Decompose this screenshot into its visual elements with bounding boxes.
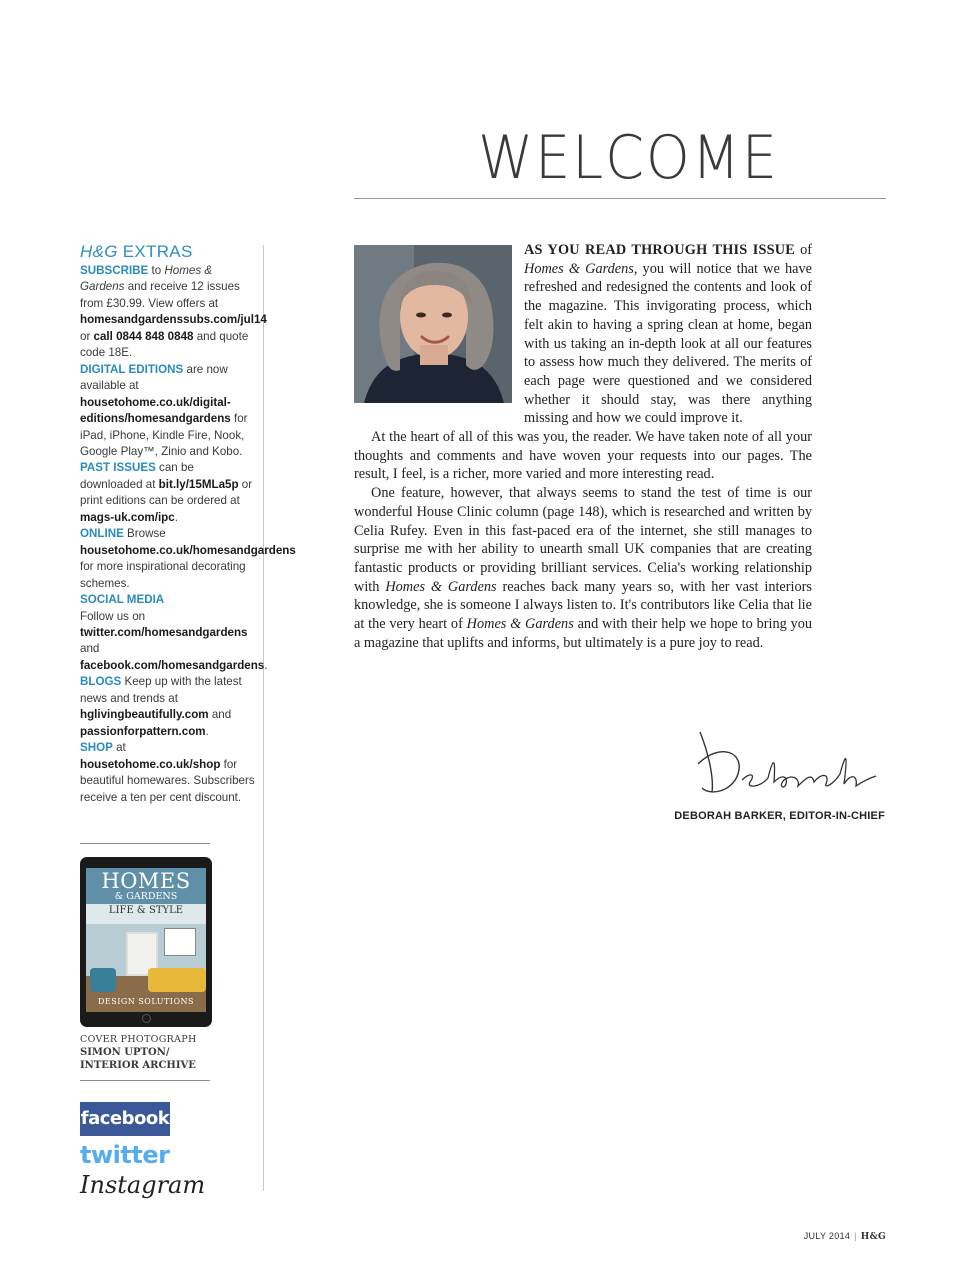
cover-credit-label: COVER PHOTOGRAPH [80, 1034, 197, 1045]
past-issues-label: PAST ISSUES [80, 461, 156, 475]
online-text: for more inspirational decorating schemes. [80, 560, 246, 590]
blogs-text: and [208, 708, 232, 722]
subscribe-mag-title: Homes & Gardens [80, 264, 213, 294]
cover-footer: DESIGN SOLUTIONS [97, 997, 195, 1006]
digital-link[interactable]: housetohome.co.uk/digital-editions/homesandgardens [80, 395, 231, 426]
editor-name: DEBORAH BARKER, EDITOR-IN-CHIEF [674, 810, 885, 822]
article-paragraph-3 [354, 484, 812, 652]
blogs-text: Keep up with the latest news and trends at [80, 675, 242, 705]
twitter-logo[interactable]: twitter [80, 1141, 170, 1169]
facebook-link[interactable]: facebook.com/homesandgardens [80, 658, 265, 672]
blogs-text: . [205, 724, 209, 738]
past-issues-block [80, 460, 256, 526]
shop-text: at [112, 741, 126, 755]
subscribe-text: and quote code 18E. [80, 329, 249, 360]
article-text: , you will notice that we have refreshed and redesigned the contents and look of the magazine. This invigorating process, which felt akin to having a spring clean at home, began with us taking an in-depth look at all our features to assess how much they delivered. The merits of each page were questioned and we considered whether it should stay, was there anything missing and how we could improve it. [524, 260, 812, 427]
article-mag-title: Homes & Gardens [385, 578, 497, 595]
cover-artwork [164, 928, 196, 956]
cover-section: LIFE & STYLE [108, 905, 184, 916]
subscribe-link[interactable]: homesandgardenssubs.com/jul14 [80, 313, 267, 327]
article-text: of [795, 242, 813, 258]
digital-text: for iPad, iPhone, Kindle Fire, Nook, Google Play™, Zinio and Kobo. [80, 412, 248, 458]
shop-label: SHOP [80, 741, 113, 755]
credit-divider [80, 1080, 210, 1081]
editor-signature [690, 722, 880, 802]
extras-heading-label: EXTRAS [117, 242, 193, 261]
past-issues-text: can be downloaded at [80, 461, 194, 491]
blogs-label: BLOGS [80, 675, 122, 689]
shop-block [80, 740, 256, 806]
shop-link[interactable]: housetohome.co.uk/shop [80, 757, 221, 771]
digital-text: are now available at [80, 362, 228, 393]
title-divider [354, 198, 886, 199]
page-title: WELCOME [478, 123, 779, 193]
cover-masthead: HOMES [101, 869, 191, 893]
instagram-logo[interactable]: Instagram [80, 1171, 206, 1199]
article-text: and with their help we hope to bring you a magazine that uplifts and informs, but ultimately is a pure joy to read. [354, 616, 812, 651]
cover-sofa [148, 968, 206, 992]
social-text: and [80, 642, 100, 656]
cover-masthead-sub: & GARDENS [114, 891, 178, 902]
tablet-cover-image [80, 857, 212, 1027]
cover-credit-name: SIMON UPTON/ [80, 1047, 170, 1058]
past-issues-text: . [174, 510, 178, 524]
extras-heading-brand: H&G [80, 242, 118, 261]
subscribe-block [80, 263, 267, 362]
article-mag-title: Homes & Gardens [524, 260, 634, 277]
shop-text: for beautiful homewares. Subscribers receive a ten per cent discount. [80, 757, 255, 804]
editor-letter [354, 241, 812, 652]
social-block [80, 592, 268, 674]
article-text: reaches back many years so, with her vast interiors knowledge, she is someone I always listen to. It's contributors like Celia that lie at the very heart of [354, 578, 812, 633]
subscribe-label: SUBSCRIBE [80, 264, 149, 277]
blogs-block [80, 674, 256, 740]
social-text: . [264, 658, 268, 672]
blog-link-living[interactable]: hglivingbeautifully.com [80, 708, 209, 722]
tablet-home-button-icon [142, 1014, 151, 1023]
twitter-link[interactable]: twitter.com/homesandgardens [80, 625, 248, 639]
online-block [80, 526, 296, 592]
past-issues-link[interactable]: bit.ly/15MLa5p [158, 477, 239, 491]
digital-label: DIGITAL EDITIONS [80, 362, 184, 376]
extras-heading [80, 242, 256, 262]
portrait-wrap-space [354, 241, 524, 411]
online-text: Browse [123, 527, 166, 541]
subscribe-text: to [148, 264, 165, 277]
social-text: Follow us on [80, 609, 146, 623]
cover-credit [80, 1033, 197, 1072]
article-paragraph-2: At the heart of all of this was you, the reader. We have taken note of all your thoughts and comments and have woven your requests into our pages. The result, I feel, is a richer, more varied and more interesting read. [354, 429, 812, 483]
article-text: One feature, however, that always seems to stand the test of time is our wonderful House Clinic column (page 148), which is researched and written by Celia Rufey. Even in this fast-paced era of the internet, she still manages to surprise me with her ability to unearth small UK companies that are creating fantastic products or providing brilliant services. Celia's working relationship with [354, 485, 812, 595]
page-folio [804, 1231, 886, 1242]
online-link[interactable]: housetohome.co.uk/homesandgardens [80, 543, 296, 557]
column-divider [263, 245, 264, 1191]
folio-brand: H&G [860, 1232, 886, 1242]
folio-separator: | [854, 1231, 857, 1241]
extras-sidebar [80, 242, 296, 806]
magazine-cover [86, 868, 206, 1012]
print-editions-link[interactable]: mags-uk.com/ipc [80, 510, 175, 524]
subscribe-phone[interactable]: call 0844 848 0848 [93, 329, 194, 343]
online-label: ONLINE [80, 527, 124, 541]
digital-block [80, 362, 256, 461]
article-mag-title: Homes & Gardens [466, 616, 574, 633]
social-label: SOCIAL MEDIA [80, 593, 165, 607]
past-issues-text: or print editions can be ordered at [80, 477, 253, 508]
article-lead: AS YOU READ THROUGH THIS ISSUE [524, 242, 796, 258]
cover-credit-source: INTERIOR ARCHIVE [80, 1060, 196, 1071]
blog-link-pattern[interactable]: passionforpattern.com [80, 724, 206, 738]
folio-date: JULY 2014 [803, 1231, 851, 1241]
subscribe-text: and receive 12 issues from £30.99. View offers at [80, 280, 240, 310]
facebook-logo[interactable]: facebook [80, 1102, 170, 1136]
subscribe-text: or [80, 329, 94, 343]
cover-chair [90, 968, 116, 992]
sidebar-divider [80, 843, 210, 844]
